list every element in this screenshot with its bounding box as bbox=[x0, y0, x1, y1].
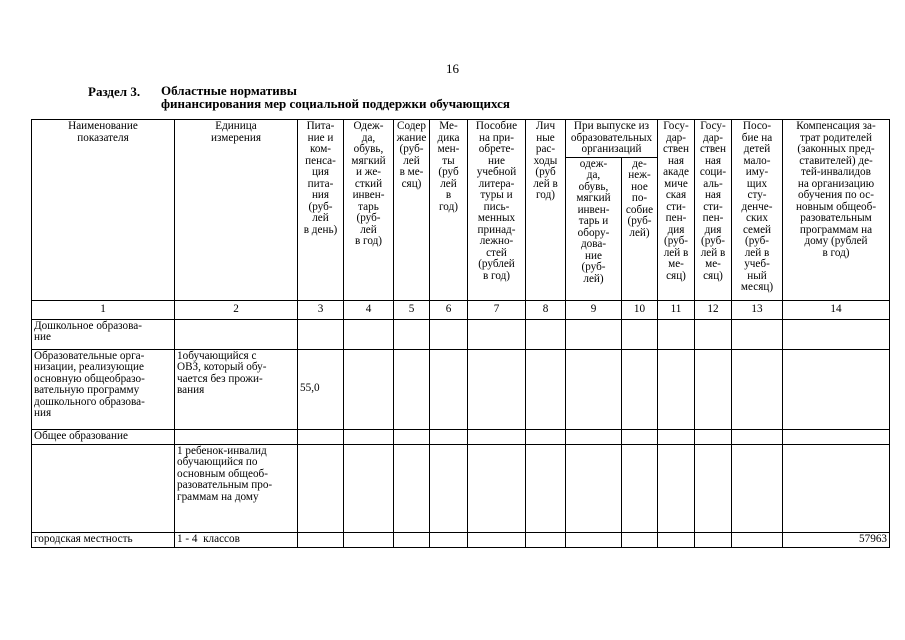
table-cell bbox=[394, 444, 430, 532]
table-cell bbox=[175, 319, 298, 349]
table-cell bbox=[430, 349, 468, 429]
header-academic-stipend: Госу- дар- ствен ная акаде миче ская сти- пен- дия (руб- лей в ме- сяц) bbox=[658, 120, 695, 301]
row-name: Образовательные орга- низации, реализующие основную общеобразо- вательную программу дошкольного образова- ния bbox=[32, 349, 175, 429]
table-cell bbox=[732, 429, 783, 444]
column-numbers-row bbox=[32, 300, 890, 319]
table-cell bbox=[783, 444, 890, 532]
table-cell bbox=[783, 349, 890, 429]
table-cell bbox=[468, 444, 526, 532]
table-cell bbox=[622, 349, 658, 429]
table-cell bbox=[695, 319, 732, 349]
table-cell bbox=[622, 444, 658, 532]
column-number: 8 bbox=[526, 300, 566, 319]
table-cell bbox=[468, 532, 526, 547]
page-number: 16 bbox=[446, 61, 459, 76]
table-cell bbox=[430, 444, 468, 532]
table-cell bbox=[526, 532, 566, 547]
table-cell bbox=[468, 319, 526, 349]
food-value: 55,0 bbox=[298, 349, 344, 429]
table-cell bbox=[658, 349, 695, 429]
table-cell bbox=[344, 319, 394, 349]
table-cell bbox=[430, 429, 468, 444]
table-cell bbox=[566, 319, 622, 349]
header-graduation-cash: де- неж- ное по- собие (руб- лей) bbox=[622, 157, 658, 300]
section-title-line-2: финансирования мер социальной поддержки обучающихся bbox=[161, 96, 510, 111]
header-medicines: Ме- дика мен- ты (руб лей в год) bbox=[430, 120, 468, 301]
table-cell bbox=[695, 532, 732, 547]
table-row-preschool-orgs bbox=[32, 349, 890, 429]
header-row-1 bbox=[32, 120, 890, 158]
norms-table bbox=[31, 119, 890, 548]
column-number: 9 bbox=[566, 300, 622, 319]
table-cell bbox=[658, 532, 695, 547]
table-row-general bbox=[32, 429, 890, 444]
table-cell bbox=[732, 349, 783, 429]
table-cell bbox=[394, 532, 430, 547]
header-parent-compensation: Компенсация за- трат родителей (законных пред- ставителей) де- тей-инвалидов на организацию обучения по ос- новным общеоб- разовательным программам на дому (рублей в год) bbox=[783, 120, 890, 301]
table-cell bbox=[526, 349, 566, 429]
column-number: 7 bbox=[468, 300, 526, 319]
row-unit: 1обучающийся с ОВЗ, который обу- чается без прожи- вания bbox=[175, 349, 298, 429]
table-cell bbox=[344, 444, 394, 532]
table-cell bbox=[175, 429, 298, 444]
column-number: 10 bbox=[622, 300, 658, 319]
row-name: Общее образование bbox=[32, 429, 175, 444]
column-number: 12 bbox=[695, 300, 732, 319]
table-cell bbox=[658, 429, 695, 444]
header-unit: Единица измерения bbox=[175, 120, 298, 301]
table-cell bbox=[526, 319, 566, 349]
row-name: городская местность bbox=[32, 532, 175, 547]
table-cell bbox=[526, 429, 566, 444]
table-cell bbox=[32, 444, 175, 532]
column-number: 11 bbox=[658, 300, 695, 319]
table-cell bbox=[298, 444, 344, 532]
column-number: 1 bbox=[32, 300, 175, 319]
column-number: 5 bbox=[394, 300, 430, 319]
table-cell bbox=[298, 429, 344, 444]
table-cell bbox=[430, 532, 468, 547]
table-cell bbox=[344, 349, 394, 429]
table-cell bbox=[658, 319, 695, 349]
table-cell bbox=[622, 532, 658, 547]
table-cell bbox=[430, 319, 468, 349]
section-title bbox=[161, 84, 510, 110]
section-title-line-1: Областные нормативы bbox=[161, 83, 297, 98]
table-cell bbox=[526, 444, 566, 532]
table-cell bbox=[695, 349, 732, 429]
table-cell bbox=[566, 444, 622, 532]
header-maintenance: Содер жание (руб- лей в ме- сяц) bbox=[394, 120, 430, 301]
column-number: 6 bbox=[430, 300, 468, 319]
table-cell bbox=[394, 319, 430, 349]
table-cell bbox=[344, 532, 394, 547]
column-number: 14 bbox=[783, 300, 890, 319]
header-indicator-name: Наименование показателя bbox=[32, 120, 175, 301]
header-graduation-clothing: одеж- да, обувь, мягкий инвен- тарь и обору- дова- ние (руб- лей) bbox=[566, 157, 622, 300]
header-graduation-group: При выпуске из образовательных организаций bbox=[566, 120, 658, 158]
table-cell bbox=[732, 444, 783, 532]
table-cell bbox=[298, 532, 344, 547]
header-food: Пита- ние и ком- пенса- ция пита- ния (руб- лей в день) bbox=[298, 120, 344, 301]
table-cell bbox=[468, 429, 526, 444]
table-cell bbox=[783, 319, 890, 349]
table-cell bbox=[298, 319, 344, 349]
table-cell bbox=[658, 444, 695, 532]
row-unit: 1 - 4 классов bbox=[175, 532, 298, 547]
section-label: Раздел 3. bbox=[88, 84, 141, 99]
table-cell bbox=[622, 429, 658, 444]
table-cell bbox=[344, 429, 394, 444]
column-number: 13 bbox=[732, 300, 783, 319]
table-cell bbox=[566, 429, 622, 444]
table-cell bbox=[468, 349, 526, 429]
table-cell bbox=[566, 532, 622, 547]
table-cell bbox=[732, 319, 783, 349]
table-cell bbox=[732, 532, 783, 547]
table-cell bbox=[394, 349, 430, 429]
table-row-urban bbox=[32, 532, 890, 547]
row-unit: 1 ребенок-инвалид обучающийся по основным общеоб- разовательным про- граммам на дому bbox=[175, 444, 298, 532]
header-social-stipend: Госу- дар- ствен ная соци- аль- ная сти- пен- дия (руб- лей в ме- сяц) bbox=[695, 120, 732, 301]
column-number: 3 bbox=[298, 300, 344, 319]
table-cell bbox=[622, 319, 658, 349]
header-clothing: Одеж- да, обувь, мягкий и же- сткий инвен- тарь (руб- лей в год) bbox=[344, 120, 394, 301]
column-number: 4 bbox=[344, 300, 394, 319]
table-cell bbox=[695, 429, 732, 444]
column-number: 2 bbox=[175, 300, 298, 319]
compensation-value: 57963 bbox=[783, 532, 890, 547]
header-low-income-allowance: Посо- бие на детей мало- иму- щих сту- денче- ских семей (руб- лей в учеб- ный месяц) bbox=[732, 120, 783, 301]
table-cell bbox=[566, 349, 622, 429]
table-row-home-child bbox=[32, 444, 890, 532]
row-name: Дошкольное образова- ние bbox=[32, 319, 175, 349]
table-cell bbox=[783, 429, 890, 444]
table-cell bbox=[394, 429, 430, 444]
header-personal-expenses: Лич ные рас- ходы (руб лей в год) bbox=[526, 120, 566, 301]
table-row-preschool bbox=[32, 319, 890, 349]
table-cell bbox=[695, 444, 732, 532]
header-literature-allowance: Пособие на при- обрете- ние учебной литера- туры и пись- менных принад- лежно- стей (рублей в год) bbox=[468, 120, 526, 301]
